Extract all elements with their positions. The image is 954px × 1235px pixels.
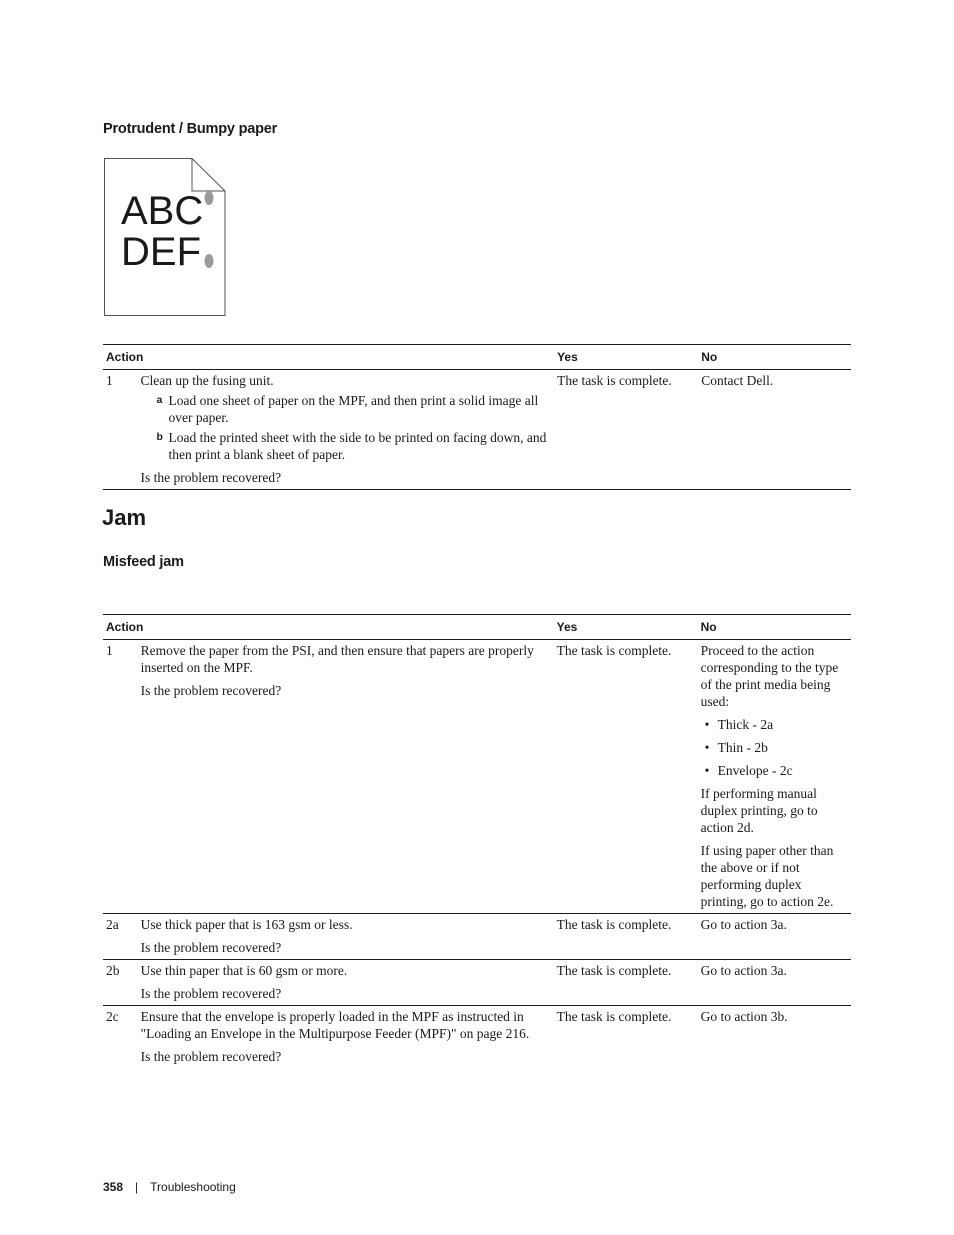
step-number: 2a (103, 914, 138, 960)
step-number: 2c (106, 1009, 119, 1024)
question-text: Is the problem recovered? (140, 940, 282, 955)
no-cell: Go to action 3b. (700, 1009, 788, 1024)
action-text: Clean up the fusing unit. (140, 373, 274, 388)
step-number: 2b (103, 960, 138, 1006)
action-cell (138, 1006, 554, 1069)
table-row (103, 914, 851, 960)
yes-cell: The task is complete. (556, 1009, 672, 1024)
yes-cell: The task is complete. (554, 640, 698, 914)
sub-step (141, 392, 552, 426)
no-cell: Contact Dell. (698, 370, 851, 490)
sub-step (141, 429, 552, 463)
bump-mark (205, 191, 214, 205)
sub-step-letter: b (156, 431, 163, 443)
bump-mark (205, 254, 214, 268)
question-text: Is the problem recovered? (140, 1049, 282, 1064)
no-duplex-text: If performing manual duplex printing, go to action 2d. (700, 786, 818, 835)
sub-step-text: Load one sheet of paper on the MPF, and then print a solid image all over paper. (168, 393, 539, 425)
footer-separator: | (135, 1180, 139, 1194)
list-item: • Envelope - 2c (704, 763, 793, 778)
no-intro-text: Proceed to the action corresponding to the type of the print media being used: (700, 643, 839, 709)
action-cell (138, 960, 554, 1006)
yes-cell: The task is complete. (554, 960, 698, 1006)
section-heading-misfeed-jam: Misfeed jam (103, 554, 184, 570)
misfeed-action-table (103, 614, 851, 1068)
page-icon (104, 158, 226, 316)
column-header-yes: Yes (554, 615, 698, 640)
table-row (103, 640, 851, 914)
no-other-paper-text: If using paper other than the above or if not performing duplex printing, go to action 2e. (700, 843, 834, 909)
table-row (103, 1006, 851, 1069)
action-cell (138, 640, 554, 914)
sub-step-letter: a (156, 394, 163, 406)
action-text: Use thick paper that is 163 gsm or less. (140, 917, 353, 932)
protrudent-action-table (103, 344, 851, 490)
sample-print-illustration (104, 158, 226, 316)
yes-cell: The task is complete. (554, 914, 698, 960)
column-header-action: Action (103, 345, 554, 370)
step-number: 1 (103, 370, 138, 490)
action-text: Remove the paper from the PSI, and then ensure that papers are properly inserted on the MPF. (140, 643, 534, 675)
question-text: Is the problem recovered? (140, 470, 282, 485)
page-number: 358 (103, 1180, 124, 1194)
no-cell: Go to action 3a. (698, 914, 851, 960)
list-item: • Thick - 2a (704, 717, 774, 732)
sub-step-text: Load the printed sheet with the side to be printed on facing down, and then print a blank sheet of paper. (168, 430, 547, 462)
table-row (103, 960, 851, 1006)
section-heading-protrudent: Protrudent / Bumpy paper (103, 121, 278, 137)
list-item: • Thin - 2b (704, 740, 768, 755)
page-footer (103, 1180, 236, 1194)
question-text: Is the problem recovered? (140, 683, 282, 698)
footer-section-name: Troubleshooting (150, 1180, 236, 1194)
column-header-no: No (698, 615, 851, 640)
no-cell: Go to action 3a. (698, 960, 851, 1006)
column-header-no: No (698, 345, 851, 370)
question-text: Is the problem recovered? (140, 986, 282, 1001)
action-cell (138, 914, 554, 960)
sample-text-line1: ABC (121, 189, 204, 233)
no-cell (698, 640, 851, 914)
column-header-yes: Yes (554, 345, 698, 370)
action-cell (138, 370, 555, 490)
table-row (103, 370, 851, 490)
sample-text-line2: DEF (121, 230, 201, 274)
step-number: 1 (103, 640, 138, 914)
column-header-action: Action (103, 615, 554, 640)
action-text: Use thin paper that is 60 gsm or more. (140, 963, 348, 978)
action-text: Ensure that the envelope is properly loaded in the MPF as instructed in "Loading an Envelope in the Multipurpose Feeder (MPF)" on page 216. (140, 1009, 530, 1041)
section-heading-jam: Jam (102, 505, 147, 530)
media-type-list (701, 716, 848, 779)
yes-cell: The task is complete. (554, 370, 698, 490)
